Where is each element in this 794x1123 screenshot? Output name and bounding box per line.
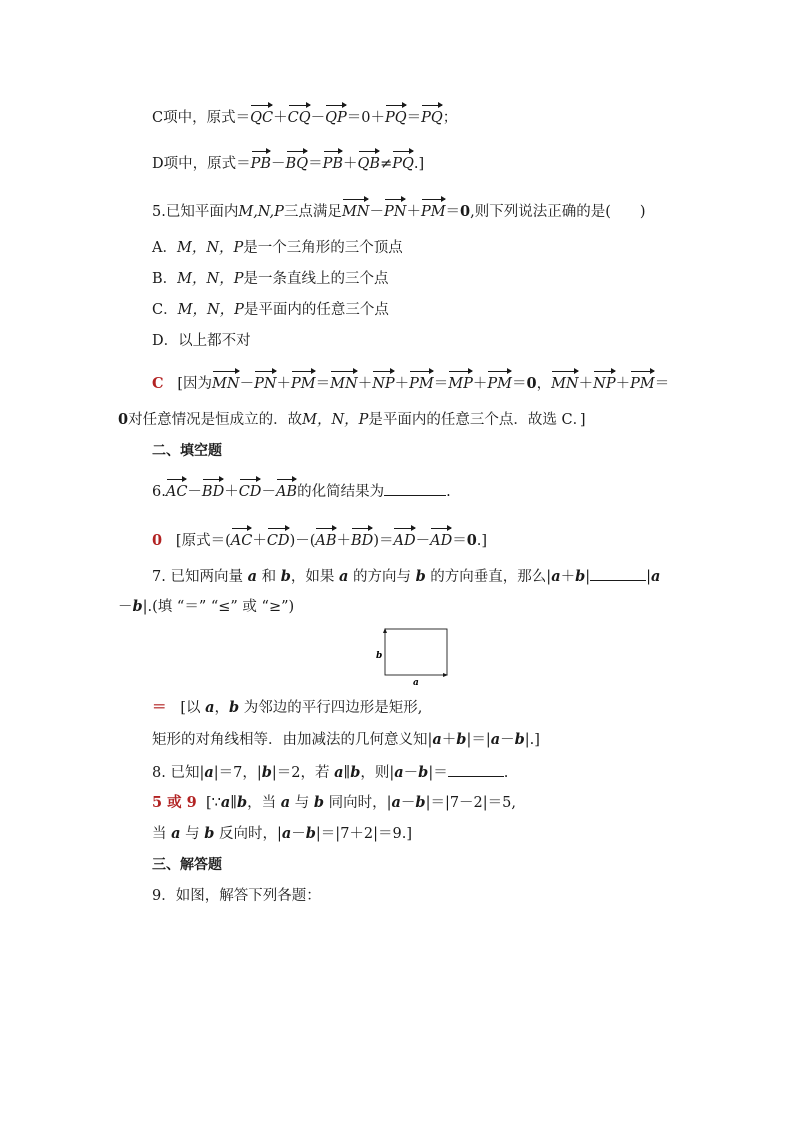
q5-option-c: C．M，N，P是平面内的任意三个点: [152, 302, 389, 318]
vector-pb: PB: [251, 150, 271, 174]
q5-option-a: A．M，N，P是一个三角形的三个顶点: [152, 240, 403, 256]
vector-cd: CD: [239, 478, 262, 502]
vector-ab: AB: [276, 478, 297, 502]
vector-ad: AD: [430, 527, 452, 551]
vector-qp: QP: [325, 104, 347, 128]
q8-explanation-line2: 当 a 与 b 反向时，|a－b|＝|7＋2|＝9.]: [152, 825, 413, 842]
rectangle: [385, 629, 447, 675]
q7-stem-line1: 7. 已知两向量 a 和 b，如果 a 的方向与 b 的方向垂直，那么|a＋b| |a: [152, 568, 661, 585]
vector-pm: PM: [630, 370, 655, 394]
vector-pn: PN: [384, 198, 406, 222]
vector-pq: PQ: [392, 150, 414, 174]
vector-qb: QB: [358, 150, 381, 174]
vector-mn: MN: [212, 370, 240, 394]
q5-option-b: B．M，N，P是一条直线上的三个点: [152, 271, 389, 287]
label-b: b: [376, 651, 383, 661]
vector-ac: AC: [166, 478, 188, 502]
vector-ac: AC: [231, 527, 253, 551]
q6-stem: 6.AC－BD＋CD－AB的化简结果为 .: [152, 478, 451, 502]
q6-answer: 0: [152, 532, 163, 549]
answer-blank: [448, 762, 504, 777]
vector-np: NP: [593, 370, 615, 394]
q4-d-line: D项中，原式＝PB－BQ＝PB＋QB≠PQ.]: [152, 150, 424, 174]
vector-ab: AB: [315, 527, 336, 551]
q6-explanation: 0 [原式＝(AC＋CD)－(AB＋BD)＝AD－AD＝0.]: [152, 527, 487, 551]
q5-option-d: D．以上都不对: [152, 333, 251, 349]
vector-mp: MP: [448, 370, 473, 394]
vector-pb: PB: [323, 150, 343, 174]
answer-blank: [590, 566, 646, 581]
q7-answer: ＝: [152, 699, 167, 716]
vector-mn: MN: [551, 370, 579, 394]
q8-stem: 8. 已知|a|＝7，|b|＝2，若 a∥b，则|a－b|＝ .: [152, 764, 509, 781]
vector-pm: PM: [409, 370, 434, 394]
q5-explanation-line1: C [因为MN－PN＋PM＝MN＋NP＋PM＝MP＋PM＝0，MN＋NP＋PM＝: [152, 370, 669, 394]
rectangle-vector-figure: [376, 622, 456, 686]
vector-pn: PN: [254, 370, 276, 394]
q8-explanation-line1: 5 或 9 [∵a∥b，当 a 与 b 同向时，|a－b|＝|7－2|＝5,: [152, 794, 517, 811]
vector-pq: PQ: [385, 104, 407, 128]
q7-stem-line2: －b|.(填 “＝” “≤” 或 “≥”): [118, 598, 295, 615]
answer-blank: [384, 481, 446, 496]
q5-answer: C: [152, 375, 164, 392]
q5-stem: 5.已知平面内M,N,P三点满足MN－PN＋PM＝0,则下列说法正确的是( ): [152, 198, 646, 222]
vector-pm: PM: [291, 370, 316, 394]
vector-np: NP: [372, 370, 394, 394]
vector-pq: PQ: [421, 104, 443, 128]
section-heading-fill-blank: 二、填空题: [152, 443, 222, 459]
vector-bq: BQ: [286, 150, 309, 174]
section-heading-solve: 三、解答题: [152, 857, 222, 873]
vector-pm: PM: [487, 370, 512, 394]
vector-mn: MN: [342, 198, 370, 222]
vector-qc: QC: [250, 104, 273, 128]
vector-bd: BD: [202, 478, 224, 502]
label-a: a: [413, 678, 419, 686]
vector-cq: CQ: [288, 104, 311, 128]
q7-explanation-line2: 矩形的对角线相等．由加减法的几何意义知|a＋b|＝|a－b|.]: [152, 731, 540, 748]
vector-bd: BD: [351, 527, 373, 551]
q5-explanation-line2: 0对任意情况是恒成立的．故M，N，P是平面内的任意三个点．故选 C．]: [118, 411, 586, 428]
vector-mn: MN: [330, 370, 358, 394]
vector-pm: PM: [421, 198, 446, 222]
q9-stem: 9．如图，解答下列各题：: [152, 888, 321, 904]
q4-c-line: C项中，原式＝QC＋CQ－QP＝0＋PQ＝PQ；: [152, 104, 457, 128]
q7-explanation-line1: ＝ [以 a，b 为邻边的平行四边形是矩形,: [152, 699, 423, 716]
vector-ad: AD: [393, 527, 415, 551]
vector-cd: CD: [267, 527, 290, 551]
q8-answer: 5 或 9: [152, 794, 197, 811]
